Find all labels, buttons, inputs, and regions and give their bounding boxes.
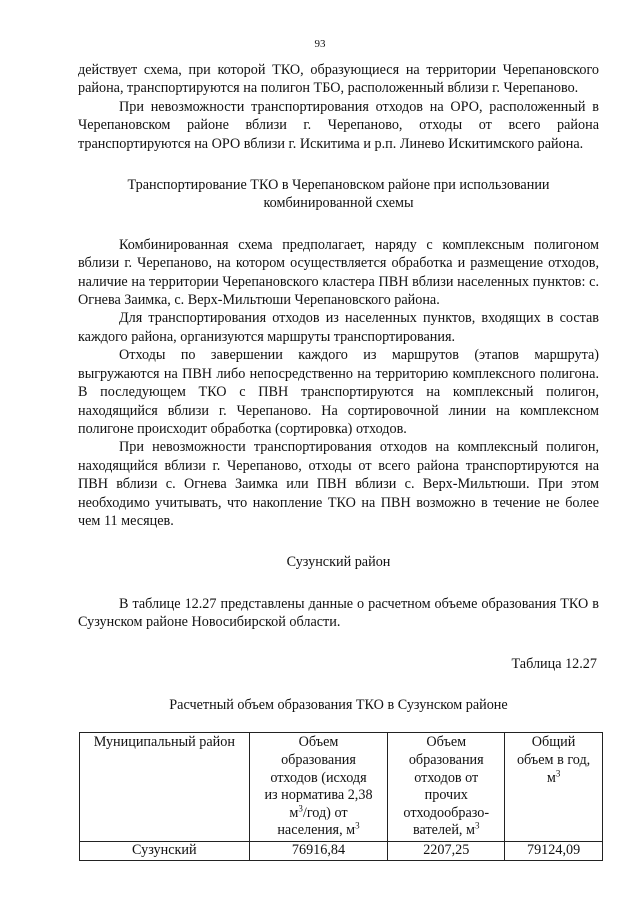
paragraph: Для транспортирования отходов из населенных пунктов, входящих в состав каждого района, организуются маршруты транспортирования. <box>78 310 599 345</box>
cell-population-volume: 76916,84 <box>249 841 388 860</box>
paragraph: При невозможности транспортирования отходов на комплексный полигон, находящийся вблизи г. Черепаново, отходы от всего района транспортируются на ПВН вблизи с. Огнева Заимка или ПВН вблизи с. Верх-Мильтюши. При этом необходимо учитывать, что накопление ТКО на ПВН возможно в течение не более чем 11 месяцев. <box>78 439 599 529</box>
table-label: Таблица 12.27 <box>511 655 597 672</box>
table-row <box>80 841 603 860</box>
cell-other-volume: 2207,25 <box>388 841 505 860</box>
cell-district: Сузунский <box>80 841 250 860</box>
paragraph: При невозможности транспортирования отходов на ОРО, расположенный в Черепановском районе вблизи г. Черепаново, отходы от всего района транспортируются на ОРО вблизи г. Искитима и р.п. Линево Искитимского района. <box>78 98 599 152</box>
column-header-population-volume: Объем образования отходов (исходя из норматива 2,38 $м^3/год$) от населения, $м^3$ <box>249 733 388 842</box>
table-title: Расчетный объем образования ТКО в Сузунском районе <box>169 696 508 713</box>
paragraph: В таблице 12.27 представлены данные о расчетном объеме образования ТКО в Сузунском районе Новосибирской области. <box>78 595 599 631</box>
column-header-district: Муниципальный район <box>80 733 250 842</box>
page-number: 93 <box>314 38 326 50</box>
section-heading: Сузунский район <box>286 554 391 571</box>
section-heading: Транспортирование ТКО в Черепановском районе при использовании комбинированной схемы <box>127 177 550 212</box>
column-header-total-volume: Общий объем в год, $м^3$ <box>505 733 603 842</box>
paragraph: действует схема, при которой ТКО, образующиеся на территории Черепановского района, транспортируются на полигон ТБО, расположенный вблизи г. Черепаново. <box>78 62 599 97</box>
table-header-row <box>80 733 603 842</box>
data-table <box>79 732 603 860</box>
document-body <box>78 61 599 861</box>
paragraph: Отходы по завершении каждого из маршрутов (этапов маршрута) выгружаются на ПВН либо непосредственно на территорию комплексного полигона. В последующем ТКО с ПВН транспортируются на комплексный полигон, находящийся вблизи г. Черепаново. На сортировочной линии на комплексном полигоне происходит обработка (сортировка) отходов. <box>78 347 599 437</box>
cell-total-volume: 79124,09 <box>505 841 603 860</box>
column-header-other-volume: Объем образования отходов от прочих отходообразо- вателей, $м^3$ <box>388 733 505 842</box>
paragraph: Комбинированная схема предполагает, наряду с комплексным полигоном вблизи г. Черепаново, на котором осуществляется обработка и размещение отходов, наличие на территории Черепановского кластера ПВН вблизи населенных пунктов: с. Огнева Заимка, с. Верх-Мильтюши Черепановского района. <box>78 236 599 309</box>
